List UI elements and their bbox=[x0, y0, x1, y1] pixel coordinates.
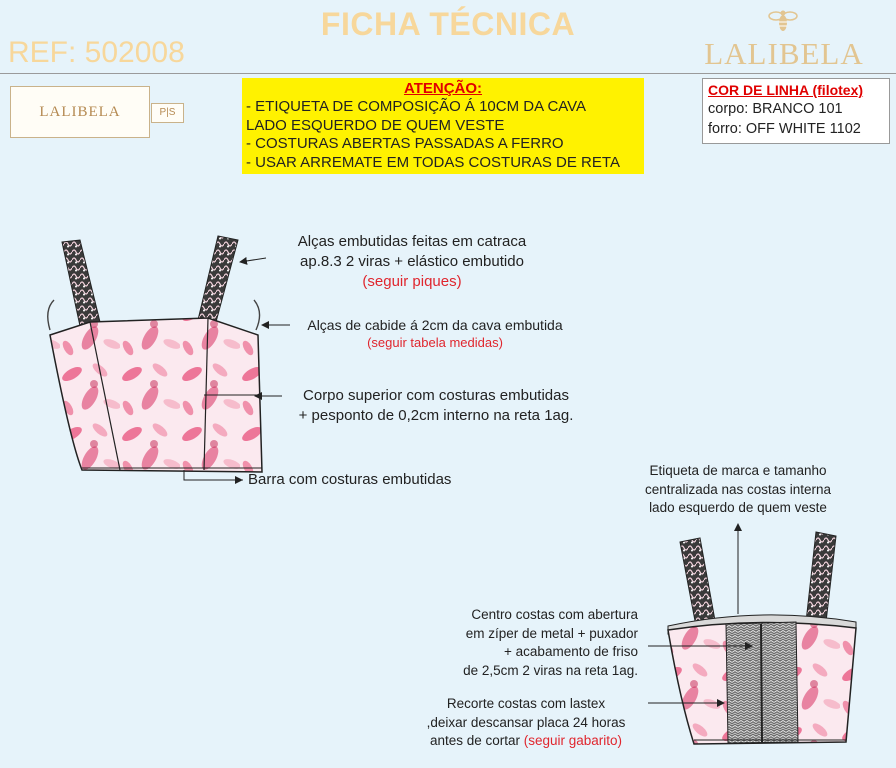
back-right-strap bbox=[806, 532, 836, 622]
label-brand-text: LALIBELA bbox=[39, 104, 121, 120]
attention-line: - USAR ARREMATE EM TODAS COSTURAS DE RETA bbox=[246, 153, 620, 171]
note-hanger-loops: Alças de cabide á 2cm da cava embutida (seguir tabela medidas) bbox=[307, 317, 563, 350]
attention-line: - COSTURAS ABERTAS PASSADAS A FERRO bbox=[246, 135, 564, 152]
brand-logo: LALIBELA bbox=[704, 36, 864, 71]
thread-color-lining: forro: OFF WHITE 1102 bbox=[708, 121, 861, 137]
thread-color-body: corpo: BRANCO 101 bbox=[708, 101, 843, 117]
zipper bbox=[761, 624, 762, 742]
note-straps: Alças embutidas feitas em catraca ap.8.3 2 viras + elástico embutido (seguir piques) bbox=[297, 233, 527, 290]
note-body: Corpo superior com costuras embutidas + pesponto de 0,2cm interno na reta 1ag. bbox=[298, 387, 574, 424]
page-title: FICHA TÉCNICA bbox=[320, 6, 576, 42]
hanger-loop-left bbox=[48, 300, 54, 330]
back-left-strap bbox=[680, 538, 716, 626]
note-lastex: Recorte costas com lastex ,deixar descansar placa 24 horas antes de cortar (seguir gabarito) bbox=[426, 696, 626, 748]
attention-line: - ETIQUETA DE COMPOSIÇÃO Á 10CM DA CAVA bbox=[246, 98, 587, 115]
attention-line: LADO ESQUERDO DE QUEM VESTE bbox=[246, 116, 505, 134]
note-hem: Barra com costuras embutidas bbox=[248, 471, 452, 488]
front-left-strap bbox=[62, 240, 100, 326]
note-center-back: Centro costas com abertura em zíper de metal + puxador + acabamento de friso de 2,5cm 2 viras na reta 1ag. bbox=[463, 607, 638, 678]
note-brand-label: Etiqueta de marca e tamanho centralizada nas costas interna lado esquerdo de quem veste bbox=[644, 463, 832, 515]
front-view-drawing bbox=[48, 236, 290, 484]
attention-title: ATENÇÃO: bbox=[403, 80, 483, 97]
thread-color-title: COR DE LINHA (filotex) bbox=[708, 82, 864, 98]
reference-code: REF: 502008 bbox=[8, 36, 185, 69]
size-tag: P|S bbox=[151, 103, 184, 123]
hanger-loop-right bbox=[254, 300, 260, 330]
back-view-drawing bbox=[648, 524, 856, 744]
front-right-strap bbox=[198, 236, 238, 322]
